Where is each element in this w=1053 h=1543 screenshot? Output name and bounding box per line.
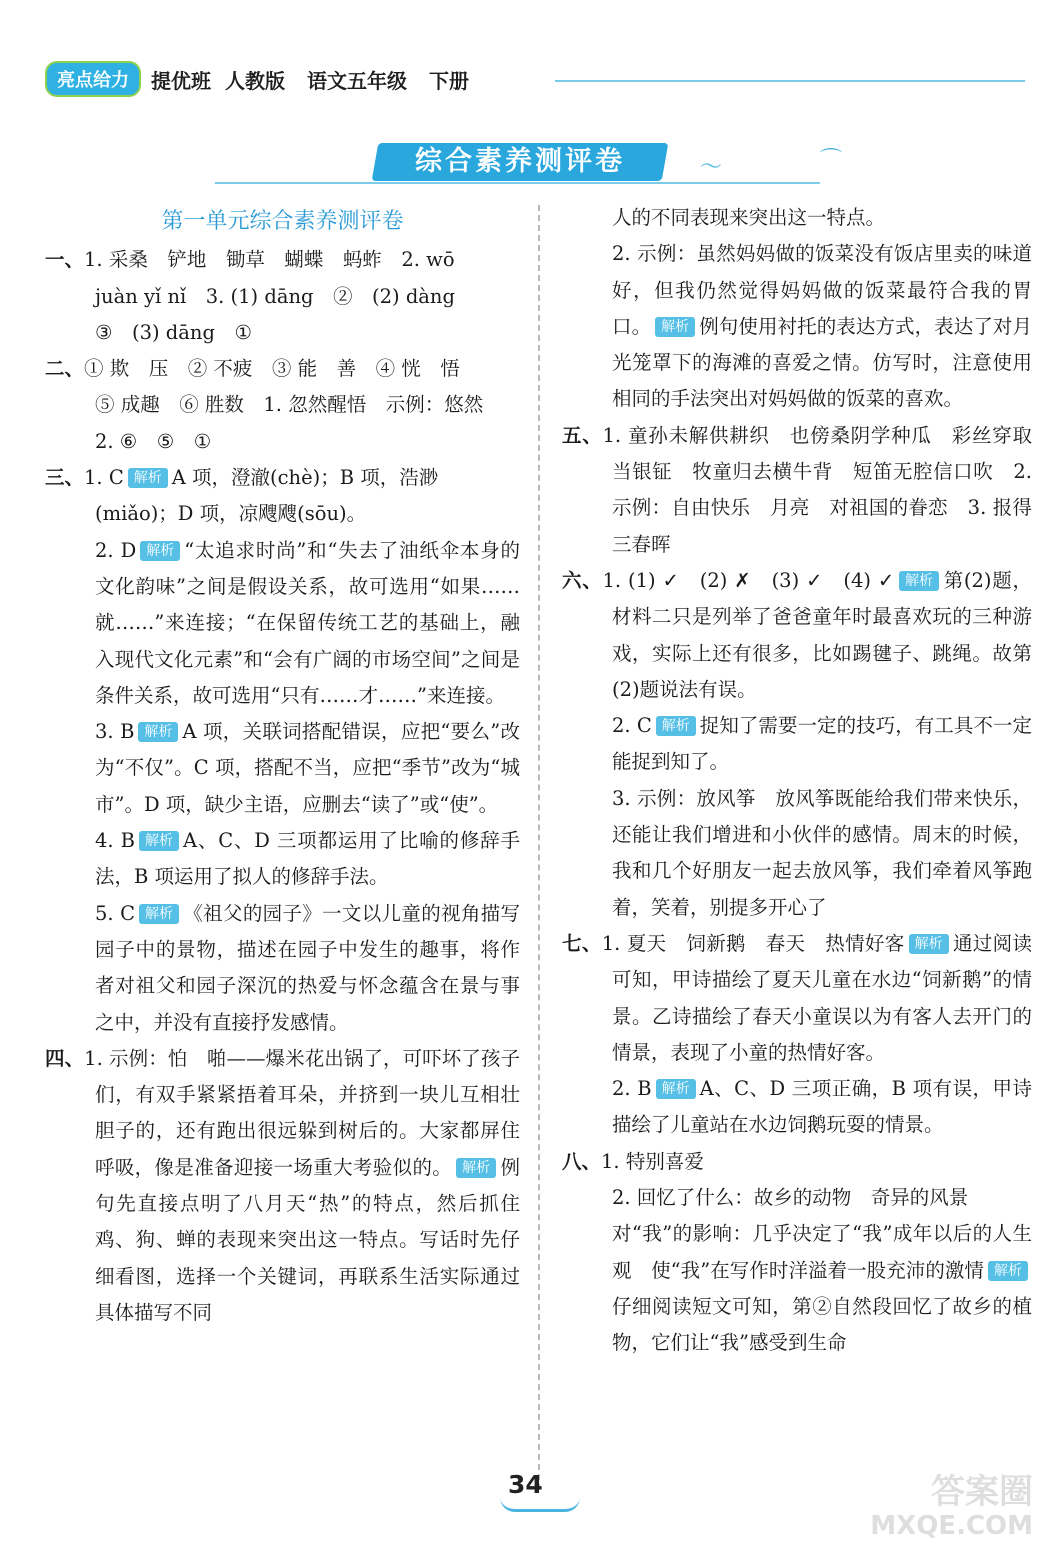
analysis-tag: 解析 (456, 1158, 496, 1178)
answer-section-7: 七、1. 夏天 饲新鹅 春天 热情好客 解析 通过阅读可知，甲诗描绘了夏天儿童在水边“饲新鹅”的情景。乙诗描绘了春天小童误以为有客人去开门的情景，表现了小童的热情好客。 (562, 931, 1032, 1064)
answer-section-3: 三、1. C 解析 A 项，澄澈(chè)；B 项，浩渺 (miǎo)；D 项，凉飕飕(sōu)。 (45, 466, 439, 526)
edition: 人教版 (225, 68, 285, 93)
analysis-tag: 解析 (140, 541, 180, 561)
header-rule (555, 80, 1025, 82)
answer-item: 2. 回忆了什么：故乡的动物 奇异的风景 对“我”的影响：几乎决定了“我”成年以后的人生观 使“我”在写作时洋溢着一股充沛的激情 解析仔细阅读短文可知，第②自然段回忆了故乡的植物，它们让“我”感受到生命 (612, 1186, 1032, 1355)
brand-logo: 亮点给力 (45, 61, 141, 97)
answer-section-5: 五、1. 童孙未解供耕织 也傍桑阴学种瓜 彩丝穿取当银钲 牧童归去横牛背 短笛无腔信口吹 2. 示例：自由快乐 月亮 对祖国的眷恋 3. 报得三春晖 (562, 423, 1032, 556)
page-number-arc (500, 1497, 580, 1512)
analysis-tag: 解析 (139, 904, 179, 924)
bird-icon: ⌒ (820, 148, 843, 173)
left-column (45, 200, 520, 1331)
answer-item: 2. C 解析 捉知了需要一定的技巧，有工具不一定能捉到知了。 (612, 714, 1032, 774)
answer-item: 2. 示例：虽然妈妈做的饭菜没有饭店里卖的味道好，但我仍然觉得妈妈做的饭菜最符合我的胃口。 解析 例句使用衬托的表达方式，表达了对月光笼罩下的海滩的喜爱之情。仿写时，注意使用相同的手法突出对妈妈做的饭菜的喜欢。 (612, 242, 1032, 411)
answer-section-1: 一、1. 采桑 铲地 锄草 蝴蝶 蚂蚱 2. wō juàn yǐ nǐ 3. (1) dāng ② (2) dàng ③ (3) dāng ① (45, 248, 455, 344)
column-divider (538, 205, 540, 1490)
analysis-tag: 解析 (128, 468, 168, 488)
answer-continuation: 人的不同表现来突出这一特点。 (612, 206, 886, 229)
answer-section-6: 六、1. (1) ✓ (2) ✗ (3) ✓ (4) ✓ 解析 第(2)题，材料二只是列举了爸爸童年时最喜欢玩的三种游戏，实际上还有很多，比如踢毽子、跳绳。故第(2)题说法有误。 (562, 568, 1032, 701)
answer-section-4: 四、1. 示例：怕 啪——爆米花出锅了，可吓坏了孩子们，有双手紧紧捂着耳朵，并挤到一块儿互相壮胆子的，还有跑出很远躲到树后的。大家都屏住呼吸，像是准备迎接一场重大考验似的。 解析 例句先直接点明了八月天“热”的特点，然后抓住鸡、狗、蝉的表现来突出这一特点。写话时先仔细看图，选择一个关键词，再联系生活实际通过具体描写不同 (45, 1046, 520, 1324)
page-number: 34 (508, 1470, 543, 1499)
analysis-tag: 解析 (139, 831, 179, 851)
right-column (562, 200, 1032, 1362)
subject: 语文五年级 (307, 68, 407, 93)
banner-title: 综合素养测评卷 (372, 143, 669, 181)
analysis-tag: 解析 (909, 934, 949, 954)
answer-item: 5. C 解析 《祖父的园子》一文以儿童的视角描写园子中的景物，描述在园子中发生的趣事，将作者对祖父和园子深沉的热爱与怀念蕴含在景与事之中，并没有直接抒发感情。 (95, 901, 520, 1034)
page-header (45, 62, 469, 96)
answer-item: 3. 示例：放风筝 放风筝既能给我们带来快乐，还能让我们增进和小伙伴的感情。周末的时候，我和几个好朋友一起去放风筝，我们牵着风筝跑着，笑着，别提多开心了 (612, 786, 1032, 919)
bird-icon: 〜 (700, 155, 723, 180)
analysis-tag: 解析 (988, 1261, 1028, 1281)
analysis-tag: 解析 (656, 1079, 696, 1099)
section-title: 第一单元综合素养测评卷 (161, 209, 404, 234)
analysis-tag: 解析 (655, 317, 695, 337)
answer-item: 2. D 解析 “太追求时尚”和“失去了油纸伞本身的文化韵味”之间是假设关系，故可选用“如果……就……”来连接；“在保留传统工艺的基础上，融入现代文化元素”和“会有广阔的市场空间”之间是条件关系，故可选用“只有……才……”来连接。 (95, 538, 520, 707)
volume: 下册 (429, 68, 469, 93)
answer-item: 2. B 解析 A、C、D 三项正确，B 项有误，甲诗描绘了儿童站在水边饲鹅玩耍的情景。 (612, 1077, 1032, 1137)
banner-rule (215, 182, 820, 184)
series-name: 提优班 (151, 68, 211, 93)
analysis-tag: 解析 (138, 722, 178, 742)
answer-item: 3. B 解析 A 项，关联词搭配错误，应把“要么”改为“不仅”。C 项，搭配不当，应把“季节”改为“城市”。D 项，缺少主语，应删去“读了”或“使”。 (95, 720, 520, 816)
analysis-tag: 解析 (899, 571, 939, 591)
answer-section-8: 八、1. 特别喜爱 (562, 1149, 704, 1173)
answer-section-2: 二、① 欺 压 ② 不疲 ③ 能 善 ④ 恍 悟 ⑤ 成趣 ⑥ 胜数 1. 忽然醒悟 示例：悠然 2. ⑥ ⑤ ① (45, 357, 484, 453)
analysis-tag: 解析 (656, 716, 696, 736)
answer-item: 4. B 解析 A、C、D 三项都运用了比喻的修辞手法，B 项运用了拟人的修辞手法。 (95, 829, 520, 889)
watermark-logo: 答案圈 MXQE.COM (870, 1472, 1033, 1541)
